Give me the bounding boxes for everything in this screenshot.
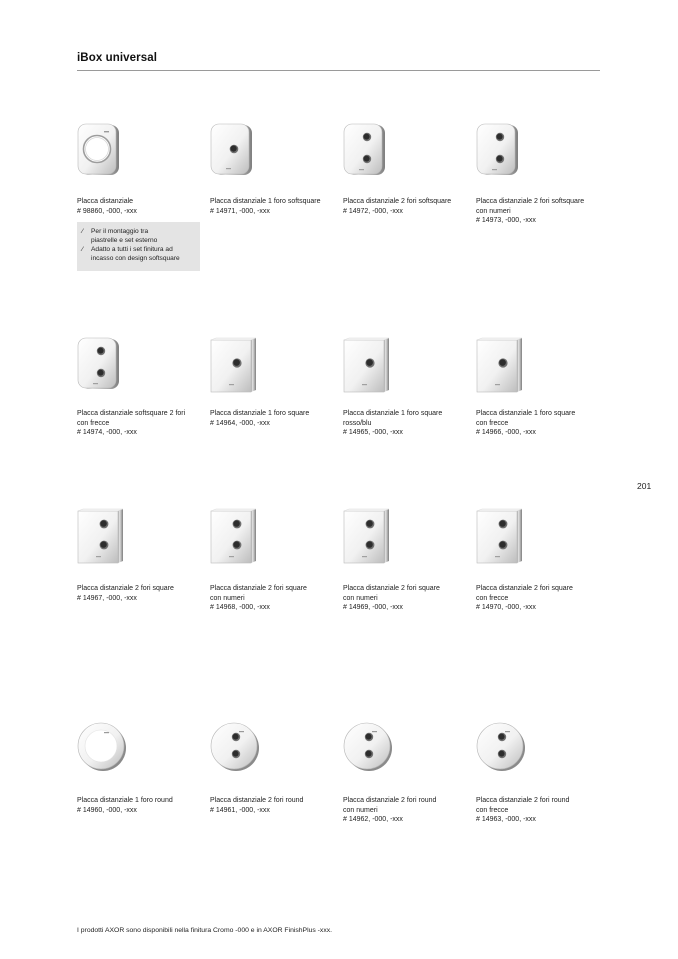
note-list (82, 227, 180, 263)
softsquare-two-hole-plate-icon (476, 122, 520, 178)
product-code: # 98860, -000, -xxx (77, 207, 137, 215)
square-two-hole-plate-icon (476, 507, 524, 567)
product-code: # 14968, -000, -xxx (210, 604, 270, 612)
product-name-line: con frecce (476, 594, 509, 602)
product-caption (210, 584, 340, 613)
softsquare-one-hole-plate-icon (210, 122, 254, 178)
product-code: # 14962, -000, -xxx (343, 816, 403, 824)
page-number: 201 (637, 481, 652, 491)
product-code: # 14965, -000, -xxx (343, 429, 403, 437)
note-item: ⁄ Per il montaggio tra (82, 228, 149, 235)
product-name-line: Placca distanziale (77, 198, 134, 205)
product-name-line: Placca distanziale 2 fori round (210, 797, 304, 804)
softsquare-ring-plate-icon (77, 122, 121, 178)
round-one-hole-plate-icon (77, 722, 127, 772)
product-caption (476, 197, 606, 226)
product-code: # 14961, -000, -xxx (210, 806, 270, 814)
product-caption (343, 796, 473, 825)
product-name-line: Placca distanziale 1 foro square (343, 410, 443, 417)
square-one-hole-plate-icon (343, 336, 391, 396)
product-name-line: rosso/blu (343, 419, 372, 427)
title-rule (77, 70, 600, 71)
round-two-hole-plate-icon (343, 722, 393, 772)
product-name-line: Placca distanziale 1 foro round (77, 797, 173, 804)
product-caption (77, 796, 207, 815)
round-two-hole-plate-icon (210, 722, 260, 772)
softsquare-two-hole-plate-icon (77, 336, 121, 392)
product-caption (343, 197, 473, 216)
product-code: # 14964, -000, -xxx (210, 419, 270, 427)
product-name-line: Placca distanziale softsquare 2 fori (77, 410, 186, 417)
product-caption (343, 409, 473, 438)
product-caption (476, 796, 606, 825)
square-two-hole-plate-icon (343, 507, 391, 567)
product-name-line: Placca distanziale 2 fori square (77, 585, 174, 592)
product-caption (210, 409, 340, 428)
note-item: ⁄ Adatto a tutti i set finitura ad (82, 246, 173, 253)
product-name-line: Placca distanziale 2 fori square (210, 585, 307, 592)
product-name-line: Placca distanziale 2 fori softsquare (476, 198, 585, 205)
product-name-line: con frecce (476, 806, 509, 814)
square-one-hole-plate-icon (476, 336, 524, 396)
product-code: # 14973, -000, -xxx (476, 217, 536, 225)
note-item-continued: incasso con design softsquare (91, 255, 180, 262)
product-name-line: Placca distanziale 2 fori square (476, 585, 573, 592)
product-caption (476, 409, 606, 438)
product-name-line: Placca distanziale 2 fori round (476, 797, 570, 804)
softsquare-two-hole-plate-icon (343, 122, 387, 178)
product-code: # 14974, -000, -xxx (77, 429, 137, 437)
product-name-line: Placca distanziale 2 fori softsquare (343, 198, 452, 205)
product-code: # 14971, -000, -xxx (210, 207, 270, 215)
product-code: # 14966, -000, -xxx (476, 429, 536, 437)
product-name-line: con numeri (476, 207, 511, 215)
product-name-line: con numeri (343, 806, 378, 814)
product-name-line: Placca distanziale 1 foro square (210, 410, 310, 417)
product-caption (77, 409, 207, 438)
square-one-hole-plate-icon (210, 336, 258, 396)
product-name-line: con frecce (77, 419, 110, 427)
product-name-line: con numeri (343, 594, 378, 602)
round-two-hole-plate-icon (476, 722, 526, 772)
product-name-line: Placca distanziale 2 fori square (343, 585, 440, 592)
product-caption (210, 796, 340, 815)
product-name-line: Placca distanziale 1 foro softsquare (210, 198, 321, 205)
product-code: # 14967, -000, -xxx (77, 594, 137, 602)
product-caption (77, 584, 207, 603)
product-caption (343, 584, 473, 613)
product-code: # 14963, -000, -xxx (476, 816, 536, 824)
product-caption (476, 584, 606, 613)
product-code: # 14972, -000, -xxx (343, 207, 403, 215)
product-code: # 14960, -000, -xxx (77, 806, 137, 814)
product-name-line: con frecce (476, 419, 509, 427)
note-item-continued: piastrelle e set esterno (91, 237, 158, 244)
page-title: iBox universal (77, 52, 158, 64)
product-caption (77, 197, 207, 216)
footer-note: I prodotti AXOR sono disponibili nella finitura Cromo -000 e in AXOR FinishPlus -xxx. (77, 927, 332, 934)
product-code: # 14970, -000, -xxx (476, 604, 536, 612)
square-two-hole-plate-icon (77, 507, 125, 567)
product-name-line: con numeri (210, 594, 245, 602)
product-code: # 14969, -000, -xxx (343, 604, 403, 612)
product-name-line: Placca distanziale 2 fori round (343, 797, 437, 804)
product-caption (210, 197, 340, 216)
product-name-line: Placca distanziale 1 foro square (476, 410, 576, 417)
square-two-hole-plate-icon (210, 507, 258, 567)
